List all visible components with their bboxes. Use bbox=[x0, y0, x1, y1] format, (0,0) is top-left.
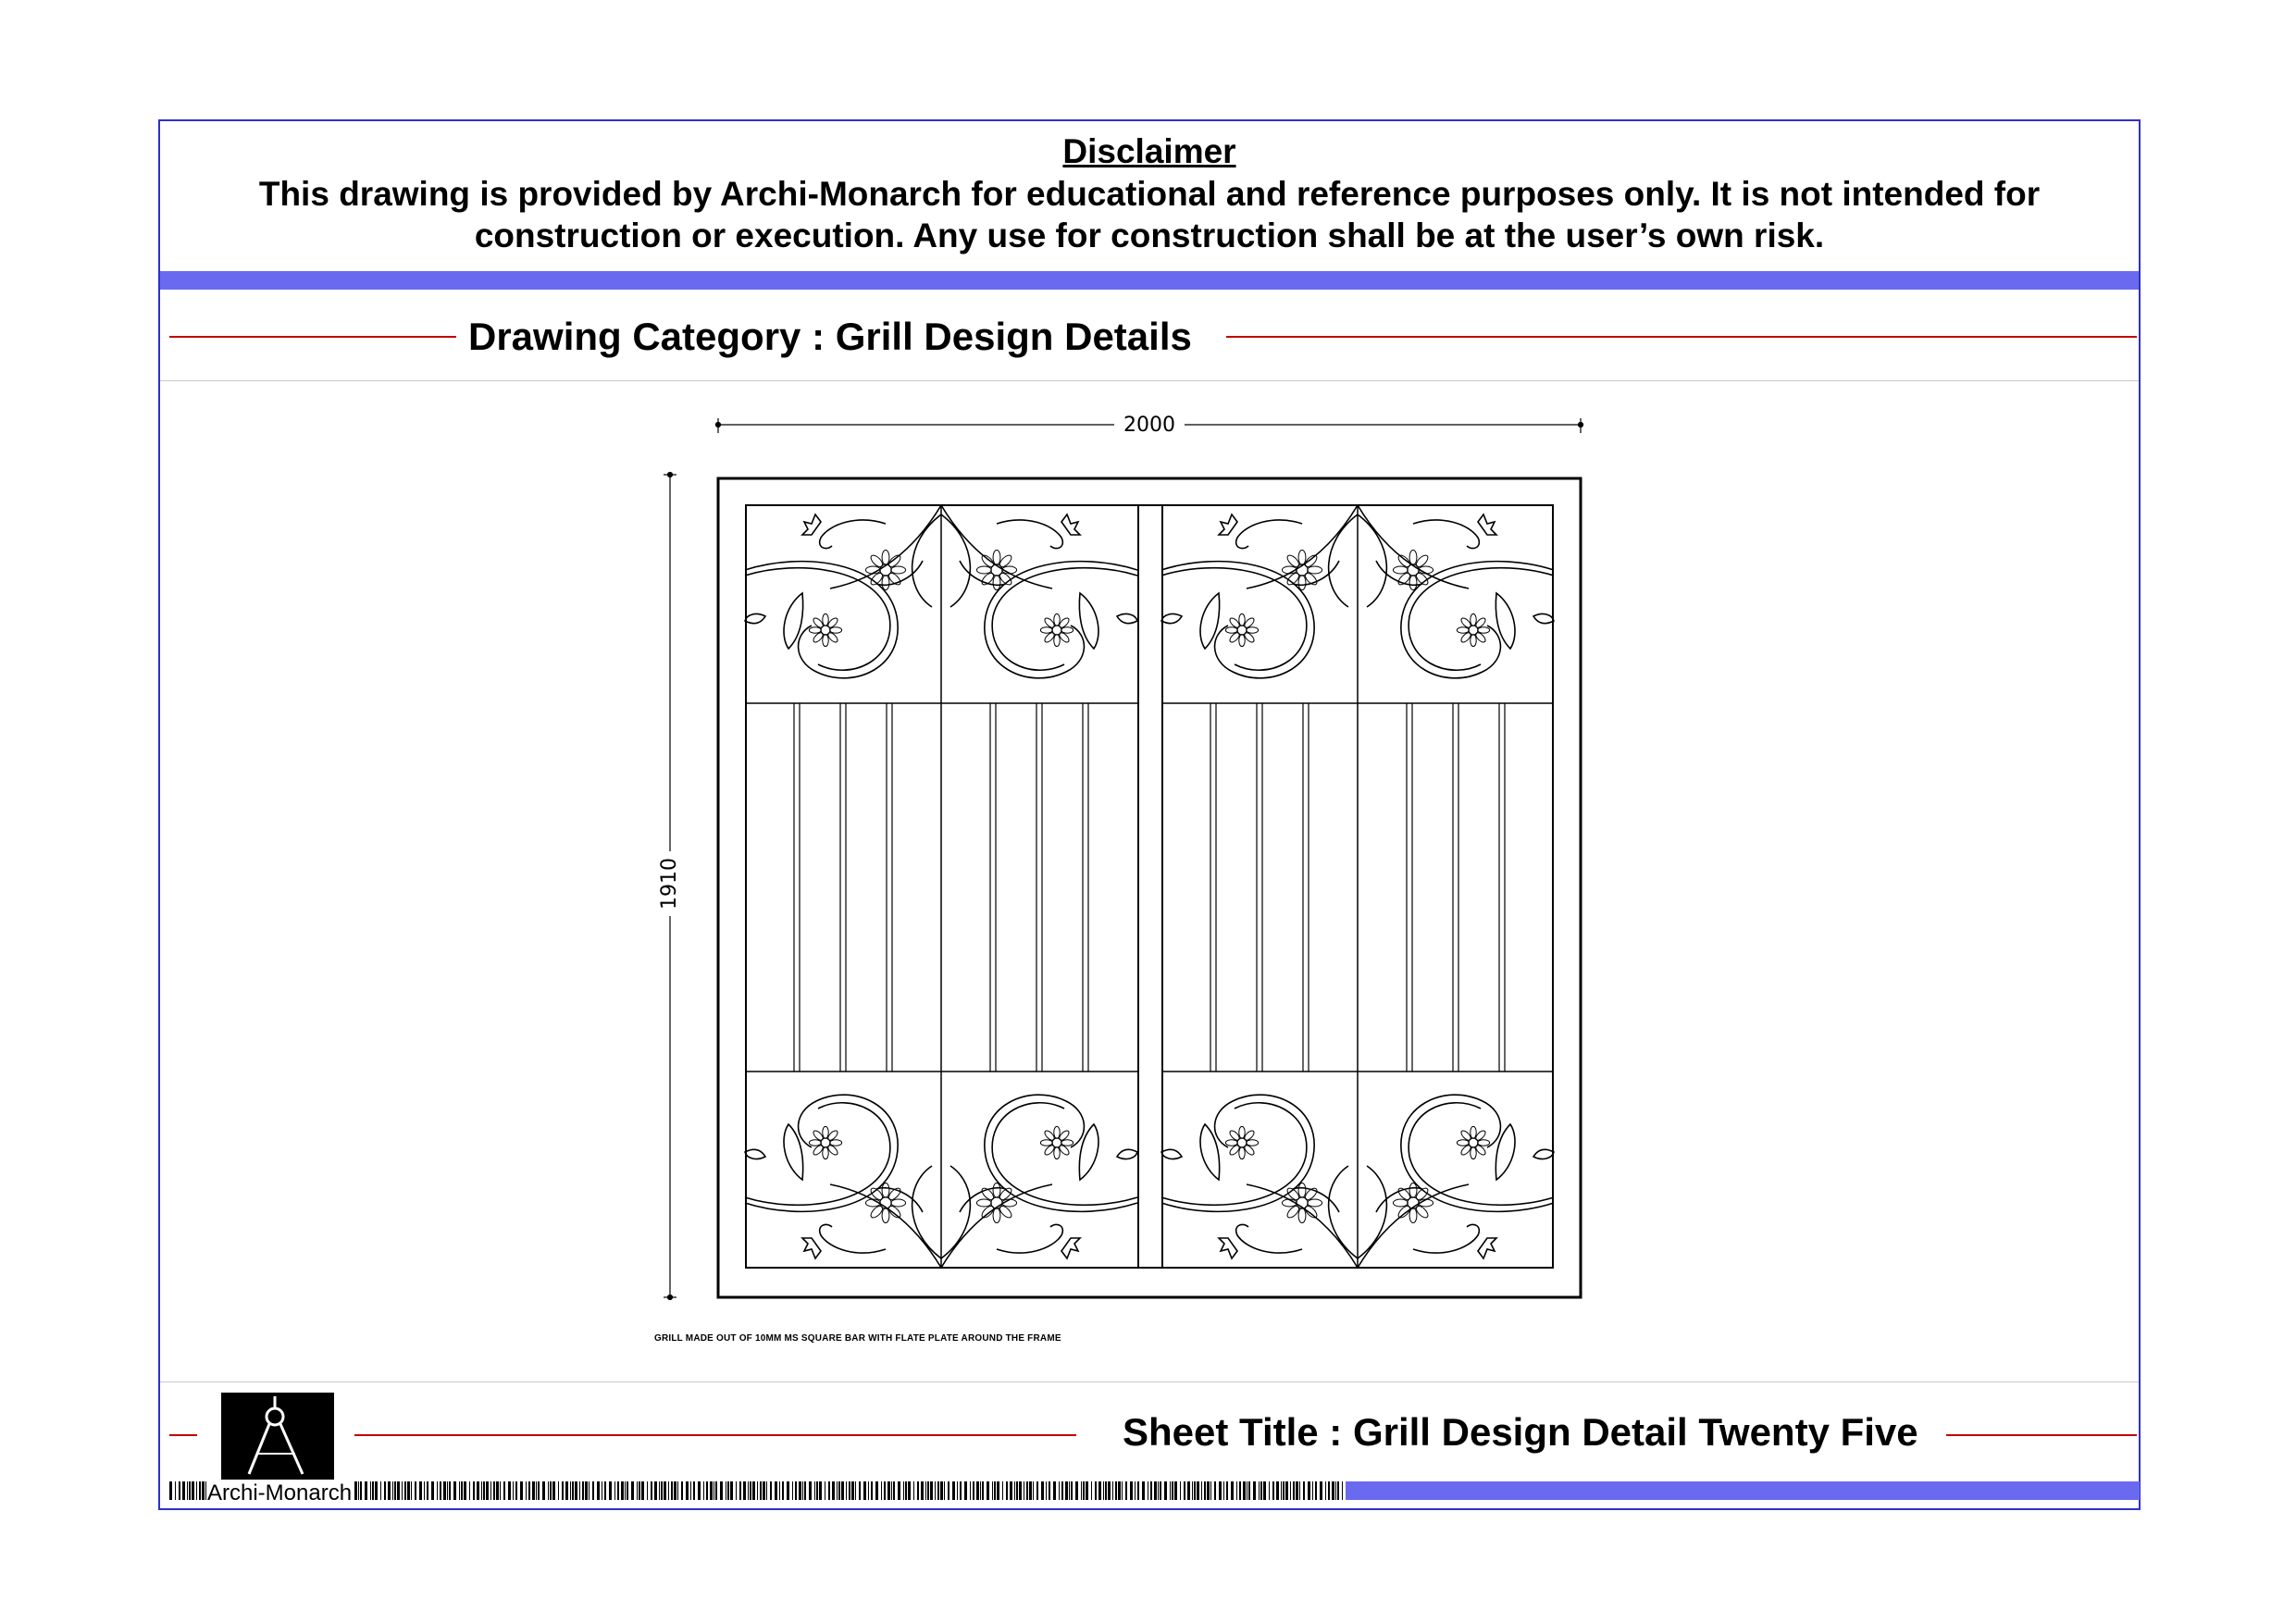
scroll-curve bbox=[1401, 562, 1554, 678]
bud-ornament bbox=[1478, 1238, 1496, 1258]
flower-ornament bbox=[976, 550, 1016, 589]
flower-ornament bbox=[1282, 1183, 1322, 1222]
scroll-curve bbox=[997, 1224, 1062, 1253]
scroll-curve bbox=[1236, 1224, 1302, 1253]
flower-ornament bbox=[1282, 550, 1322, 589]
scroll-curve bbox=[1236, 520, 1302, 549]
leaf-ornament bbox=[1161, 614, 1182, 624]
scroll-panel bbox=[1358, 505, 1554, 678]
scroll-curve bbox=[1358, 514, 1386, 607]
bud-ornament bbox=[1219, 514, 1237, 535]
grill-inner-frame bbox=[746, 505, 1553, 1268]
leaf-ornament bbox=[1200, 1124, 1220, 1180]
scroll-curve bbox=[1401, 1095, 1554, 1211]
leaf-ornament bbox=[1533, 614, 1554, 624]
leaf-ornament bbox=[745, 1149, 765, 1158]
leaf-ornament bbox=[1161, 1149, 1182, 1158]
scroll-curve bbox=[985, 562, 1137, 678]
flower-ornament bbox=[865, 550, 905, 589]
bud-ornament bbox=[802, 514, 821, 535]
scroll-curve bbox=[912, 514, 941, 607]
height-dimension-label: 1910 bbox=[658, 858, 681, 910]
bud-ornament bbox=[802, 1238, 821, 1258]
leaf-ornament bbox=[1200, 593, 1220, 649]
scroll-curve bbox=[745, 562, 898, 678]
logo-text: Archi-Monarch bbox=[207, 1481, 353, 1505]
flower-ornament bbox=[809, 1126, 841, 1158]
scroll-panel bbox=[745, 1095, 941, 1268]
flower-ornament bbox=[865, 1183, 905, 1222]
flower-ornament bbox=[1457, 613, 1489, 646]
scroll-curve bbox=[1358, 1166, 1386, 1258]
material-note: GRILL MADE OUT OF 10MM MS SQUARE BAR WITH FLATE PLATE AROUND THE FRAME bbox=[654, 1333, 1061, 1344]
flower-ornament bbox=[1225, 1126, 1258, 1158]
scroll-curve bbox=[820, 1224, 886, 1253]
flower-ornament bbox=[1393, 550, 1433, 589]
width-dimension-label: 2000 bbox=[1123, 414, 1175, 437]
scroll-ornaments bbox=[745, 505, 1554, 1268]
flower-ornament bbox=[809, 613, 841, 646]
leaf-ornament bbox=[1079, 593, 1098, 649]
scroll-curve bbox=[941, 514, 970, 607]
scroll-panel bbox=[1161, 1095, 1358, 1268]
scroll-curve bbox=[745, 1095, 898, 1211]
leaf-ornament bbox=[745, 614, 765, 624]
disclaimer-title: Disclaimer bbox=[1062, 132, 1236, 170]
leaf-ornament bbox=[784, 593, 803, 649]
disclaimer-text: This drawing is provided by Archi-Monarch for educational and reference purposes only. It is not intended for construction or execution. Any use for construction shall be at the user’s own risk. bbox=[258, 175, 2041, 254]
leaf-ornament bbox=[784, 1124, 803, 1180]
leaf-ornament bbox=[1079, 1124, 1098, 1180]
leaf-ornament bbox=[1496, 593, 1515, 649]
scroll-curve bbox=[1161, 562, 1314, 678]
leaf-ornament bbox=[1117, 614, 1137, 624]
scroll-panel bbox=[941, 1095, 1137, 1268]
flower-ornament bbox=[1393, 1183, 1433, 1222]
scroll-curve bbox=[820, 520, 886, 549]
scroll-curve bbox=[1413, 520, 1479, 549]
scroll-panel bbox=[941, 505, 1137, 678]
flower-ornament bbox=[1225, 613, 1258, 646]
flower-ornament bbox=[1040, 613, 1073, 646]
scroll-curve bbox=[1329, 1166, 1358, 1258]
scroll-curve bbox=[1329, 514, 1358, 607]
flower-ornament bbox=[1040, 1126, 1073, 1158]
grill-outer-frame bbox=[718, 478, 1581, 1297]
bud-ornament bbox=[1061, 514, 1080, 535]
flower-ornament bbox=[1457, 1126, 1489, 1158]
vertical-bars bbox=[794, 703, 1505, 1072]
scroll-curve bbox=[912, 1166, 941, 1258]
bud-ornament bbox=[1061, 1238, 1080, 1258]
bud-ornament bbox=[1219, 1238, 1237, 1258]
leaf-ornament bbox=[1117, 1149, 1137, 1158]
bud-ornament bbox=[1478, 514, 1496, 535]
scroll-curve bbox=[997, 520, 1062, 549]
scroll-curve bbox=[1161, 1095, 1314, 1211]
leaf-ornament bbox=[1496, 1124, 1515, 1180]
scroll-curve bbox=[1413, 1224, 1479, 1253]
leaf-ornament bbox=[1533, 1149, 1554, 1158]
scroll-curve bbox=[941, 1166, 970, 1258]
scroll-panel bbox=[1358, 1095, 1554, 1268]
scroll-panel bbox=[1161, 505, 1358, 678]
category-title: Drawing Category : Grill Design Details bbox=[468, 315, 1192, 358]
flower-ornament bbox=[976, 1183, 1016, 1222]
scroll-curve bbox=[985, 1095, 1137, 1211]
scroll-panel bbox=[745, 505, 941, 678]
sheet-title: Sheet Title : Grill Design Detail Twenty Five bbox=[1123, 1410, 1918, 1454]
